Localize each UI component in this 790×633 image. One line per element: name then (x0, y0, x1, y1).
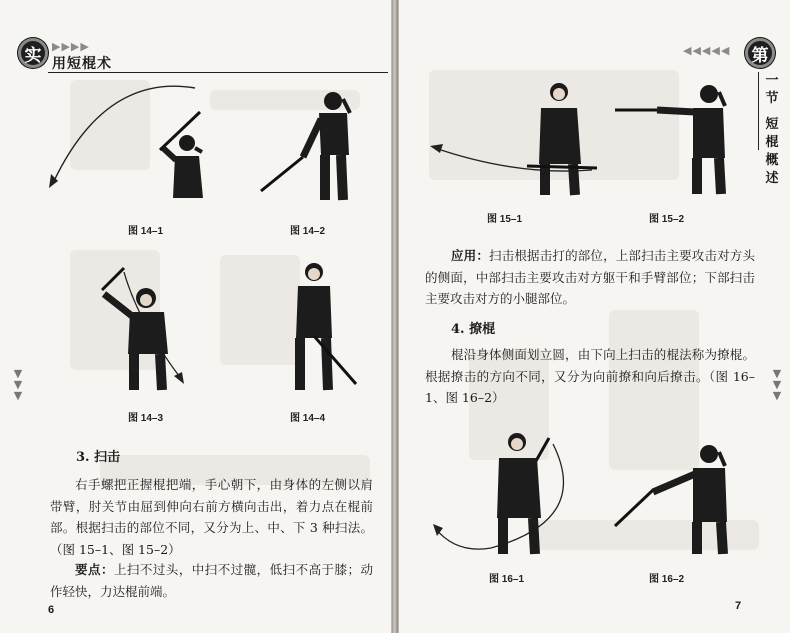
section-heading: 4. 撩棍 (451, 322, 496, 337)
figure-caption: 图 14–1 (128, 226, 164, 237)
application-label: 应用： (451, 248, 490, 263)
right-page (398, 0, 790, 633)
vertical-title-char (764, 108, 780, 116)
body-paragraph: 棍沿身体侧面划立圆，由下向上扫击的棍法称为撩棍。根据撩击的方向不同，又分为向前撩和向后撩击。（图 16–1、图 16–2） (425, 347, 755, 405)
figure-14-3 (90, 262, 200, 397)
section-heading: 3. 扫击 (76, 450, 121, 465)
application-text: 扫击根据击打的部位，上部扫击主要攻击对方头的侧面，中部扫击主要攻击对方躯干和手臂部位；下部扫击主要攻击对方的小腿部位。 (425, 248, 755, 306)
figure-caption: 图 14–4 (290, 413, 326, 424)
figure-caption: 图 15–2 (649, 214, 685, 225)
figure-caption: 图 16–2 (649, 574, 685, 585)
vertical-title-char: 概 (765, 153, 779, 168)
header-title: 用短棍术 (52, 56, 112, 72)
vertical-title-char: 一 (765, 73, 779, 88)
vertical-title-char: 节 (765, 91, 779, 106)
header-arrows-icon: ▶▶▶▶ (52, 40, 90, 53)
side-arrows-icon: ▼ ▼ ▼ (772, 367, 782, 402)
section-vertical-title (764, 72, 780, 188)
figure-16-1 (431, 430, 611, 560)
vertical-title-char: 短 (765, 117, 779, 132)
header-rule (48, 72, 388, 73)
header-vertical-rule (758, 72, 759, 150)
vertical-title-char: 述 (765, 171, 779, 186)
key-points-label: 要点： (75, 562, 114, 577)
chapter-badge: 实 (18, 38, 48, 68)
vertical-title-char: 棍 (765, 135, 779, 150)
figure-caption: 图 16–1 (489, 574, 525, 585)
figure-16-2 (605, 440, 745, 560)
header-arrows-icon: ◀◀◀◀◀ (683, 44, 731, 57)
figure-15-1 (427, 80, 607, 198)
chapter-badge: 第 (745, 38, 775, 68)
figure-caption: 图 14–2 (290, 226, 326, 237)
side-arrows-icon: ▼ ▼ ▼ (13, 367, 23, 402)
application-paragraph (425, 245, 755, 310)
figure-14-2 (255, 85, 375, 215)
figure-15-2 (605, 80, 745, 198)
figure-14-1 (45, 78, 215, 213)
page-number: 6 (48, 604, 55, 616)
left-page (0, 0, 392, 633)
figure-14-4 (270, 262, 370, 397)
key-points-text: 上扫不过头，中扫不过髋，低扫不高于膝；动作轻快，力达棍前端。 (50, 562, 373, 599)
figure-caption: 图 15–1 (487, 214, 523, 225)
page-number: 7 (735, 600, 742, 612)
key-points-paragraph (50, 559, 373, 602)
figure-caption: 图 14–3 (128, 413, 164, 424)
body-paragraph: 右手螺把正握棍把端，手心朝下，由身体的左侧以肩带臂，肘关节由屈到伸向右前方横向击出，着力点在棍前部。根据扫击的部位不同，又分为上、中、下 3 种扫法。（图 15–1、图 15–2） (50, 477, 373, 557)
